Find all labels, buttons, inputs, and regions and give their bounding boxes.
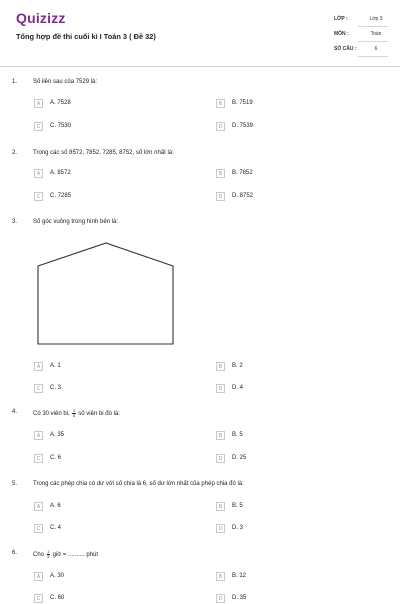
option-letter-box: D [216, 122, 225, 131]
class-value: Lớp 3 [369, 16, 383, 22]
option-text: B. 7852 [232, 170, 253, 176]
option-letter-box: A [34, 99, 43, 108]
option-text: B. 5 [232, 432, 243, 438]
subject-field [334, 28, 388, 42]
option-letter-box: B [216, 431, 225, 440]
option-letter-box: C [34, 524, 43, 533]
option-letter-box: D [216, 454, 225, 463]
option-text: C. 6 [50, 455, 62, 461]
option-text: C. 4 [50, 525, 62, 531]
option-text: B. 5 [232, 503, 243, 509]
question-number: 5. [12, 481, 18, 487]
fraction-denominator: 5 [72, 413, 76, 418]
question-count-field [334, 43, 388, 57]
question-text-after: giờ = .......... phút [52, 552, 99, 559]
question-text: Trong các số 8572, 7852, 7285, 8752, số lớn nhất là: [33, 150, 174, 156]
subject-value: Toán [370, 31, 382, 37]
option-letter-box: A [34, 169, 43, 178]
option-letter-box: C [34, 454, 43, 463]
option-text: B. 12 [232, 573, 247, 579]
option-letter-box: C [34, 594, 43, 603]
option-text: D. 25 [232, 455, 247, 461]
class-label: LỚP : [334, 16, 348, 22]
option-text: D. 4 [232, 385, 244, 391]
question-text-before: Có 30 viên bi, [33, 411, 70, 418]
question-count-label: SỐ CÂU : [334, 46, 357, 52]
option-text: D. 8752 [232, 193, 254, 199]
pentagon-shape [38, 243, 173, 344]
option-letter-box: B [216, 502, 225, 511]
class-field [334, 13, 388, 27]
option-text: C. 3 [50, 385, 62, 391]
question-number: 2. [12, 150, 18, 156]
option-text: D. 3 [232, 525, 244, 531]
option-letter-box: A [34, 572, 43, 581]
question-number: 4. [12, 409, 18, 415]
question-text: Số liền sau của 7529 là: [33, 79, 98, 85]
question-text-before: Cho [33, 552, 45, 559]
question-number: 3. [12, 219, 18, 225]
pentagon-figure [0, 219, 400, 359]
option-letter-box: C [34, 122, 43, 131]
option-text: A. 6 [50, 503, 61, 509]
option-text: A. 8572 [50, 170, 71, 176]
option-text: A. 7528 [50, 100, 71, 106]
question-text [33, 550, 98, 559]
option-text: A. 30 [50, 573, 65, 579]
question-text: Trong các phép chia có dư với số chia là 6, số dư lớn nhất của phép chia đó là: [33, 481, 244, 487]
option-text: B. 7519 [232, 100, 253, 106]
option-letter-box: D [216, 192, 225, 201]
option-text: A. 1 [50, 363, 61, 369]
option-text: D. 7539 [232, 123, 254, 129]
fraction [47, 550, 50, 559]
option-letter-box: A [34, 502, 43, 511]
option-text: D. 35 [232, 595, 247, 601]
option-letter-box: B [216, 169, 225, 178]
worksheet-header [0, 0, 400, 67]
quizizz-logo: Quizizz [16, 10, 66, 26]
question-count-value: 6 [374, 46, 378, 52]
option-letter-box: B [216, 99, 225, 108]
option-text: B. 2 [232, 363, 243, 369]
option-text: C. 60 [50, 595, 65, 601]
question-count-underline [358, 56, 388, 57]
worksheet-title: Tổng hợp đề thi cuối kì I Toán 3 ( Đề 32) [16, 32, 156, 41]
fraction [72, 409, 75, 418]
class-underline [358, 26, 388, 27]
fraction-numerator: 1 [47, 549, 50, 554]
option-text: C. 7285 [50, 193, 72, 199]
option-letter-box: B [216, 572, 225, 581]
option-letter-box: D [216, 594, 225, 603]
question-text-after: số viên bi đó là: [78, 411, 120, 418]
fraction-numerator: 1 [72, 408, 76, 413]
option-letter-box: A [34, 362, 43, 371]
option-letter-box: D [216, 384, 225, 393]
subject-underline [358, 41, 388, 42]
option-letter-box: C [34, 192, 43, 201]
option-letter-box: D [216, 524, 225, 533]
option-letter-box: B [216, 362, 225, 371]
subject-label: MÔN : [334, 31, 349, 37]
option-text: C. 7530 [50, 123, 72, 129]
option-letter-box: C [34, 384, 43, 393]
question-number: 6. [12, 550, 18, 556]
question-text [33, 409, 120, 418]
option-letter-box: A [34, 431, 43, 440]
option-text: A. 35 [50, 432, 65, 438]
question-number: 1. [12, 79, 18, 85]
fraction-denominator: 5 [47, 554, 50, 559]
question-text: Số góc vuông trong hình bên là: [33, 219, 119, 225]
